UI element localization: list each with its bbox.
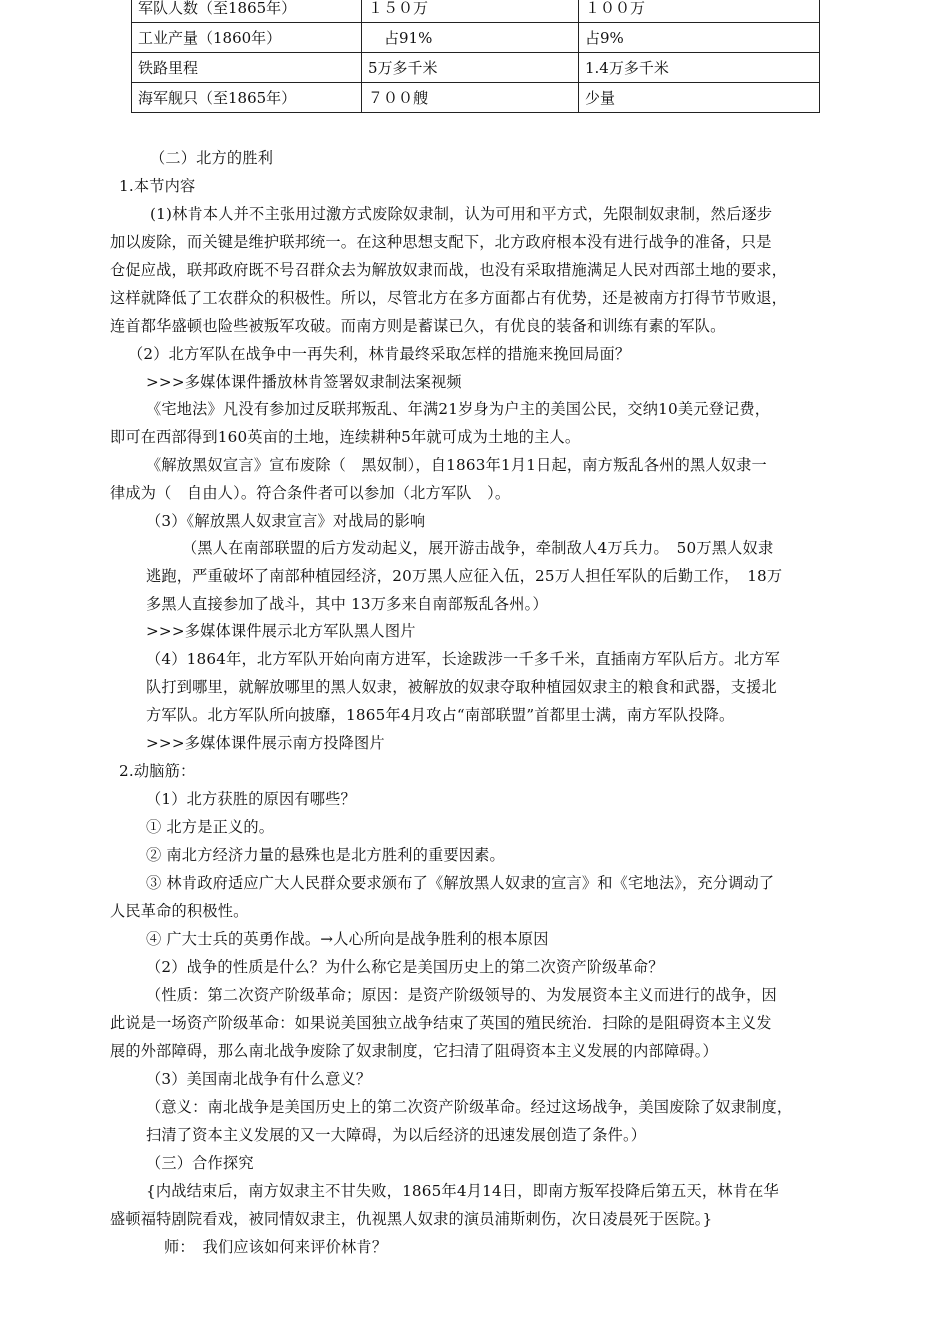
table-cell: 占9% <box>579 23 820 53</box>
section-heading: （三）合作探究 <box>146 1154 254 1172</box>
table-cell: 海军舰只（至1865年） <box>132 83 362 113</box>
comparison-table <box>131 0 820 113</box>
paragraph-line: 多黑人直接参加了战斗，其中 13万多来自南部叛乱各州。） <box>146 595 548 613</box>
paragraph-line: 仓促应战，联邦政府既不号召群众去为解放奴隶而战，也没有采取措施满足人民对西部土地的要求， <box>110 261 788 279</box>
paragraph-line: 连首都华盛顿也险些被叛军攻破。而南方则是蓄谋已久，有优良的装备和训练有素的军队。 <box>110 317 726 335</box>
paragraph-line: 人民革命的积极性。 <box>110 902 249 920</box>
paragraph-line: 盛顿福特剧院看戏，被同情奴隶主，仇视黑人奴隶的演员浦斯刺伤，次日凌晨死于医院。} <box>110 1210 713 1228</box>
paragraph-line: 这样就降低了工农群众的积极性。所以，尽管北方在多方面都占有优势，还是被南方打得节节败退， <box>110 289 788 307</box>
table-cell: 1.4万多千米 <box>579 53 820 83</box>
question-line: （2）北方军队在战争中一再失利，林肯最终采取怎样的措施来挽回局面？ <box>128 345 631 363</box>
subsection-heading: 1.本节内容 <box>119 177 196 195</box>
paragraph-line: 方军队。北方军队所向披靡，1865年4月攻占“南部联盟”首都里士满，南方军队投降。 <box>146 706 735 724</box>
table-cell: 少量 <box>579 83 820 113</box>
paragraph-line: 逃跑，严重破坏了南部种植园经济，20万黑人应征入伍，25万人担任军队的后勤工作， 18万 <box>146 567 783 585</box>
question-line: （3）美国南北战争有什么意义？ <box>146 1070 372 1088</box>
paragraph-line: 《宅地法》凡没有参加过反联邦叛乱、年满21岁身为户主的美国公民，交纳10美元登记费， <box>146 400 771 418</box>
dialogue-line: 师： 我们应该如何来评价林肯？ <box>164 1238 388 1256</box>
table-cell: １５０万 <box>362 0 579 23</box>
paragraph-line: （4）1864年，北方军队开始向南方进军，长途跋涉一千多千米，直插南方军队后方。北方军 <box>146 650 781 668</box>
paragraph-line: （性质：第二次资产阶级革命；原因：是资产阶级领导的、为发展资本主义而进行的战争，因 <box>146 986 777 1004</box>
paragraph-line: (1)林肯本人并不主张用过激方式废除奴隶制，认为可用和平方式，先限制奴隶制，然后逐步 <box>150 205 773 223</box>
question-line: （2）战争的性质是什么？为什么称它是美国历史上的第二次资产阶级革命？ <box>146 958 664 976</box>
paragraph-line: 此说是一场资产阶级革命：如果说美国独立战争结束了英国的殖民统治．扫除的是阻碍资本主义发 <box>110 1014 772 1032</box>
subsection-heading: 2.动脑筋： <box>119 762 196 780</box>
table-cell: 5万多千米 <box>362 53 579 83</box>
table-cell: 军队人数（至1865年） <box>132 0 362 23</box>
table-cell: 占91% <box>362 23 579 53</box>
paragraph-line: 展的外部障碍，那么南北战争废除了奴隶制度，它扫清了阻碍资本主义发展的内部障碍。） <box>110 1042 718 1060</box>
table-row <box>132 0 820 23</box>
question-line: （3）《解放黑人奴隶宣言》对战局的影响 <box>146 512 426 530</box>
paragraph-line: 《解放黑奴宣言》宣布废除（ 黑奴制），自1863年1月1日起，南方叛乱各州的黑人奴隶一 <box>146 456 767 474</box>
list-item: ④ 广大士兵的英勇作战。→人心所向是战争胜利的根本原因 <box>146 930 549 948</box>
multimedia-note: >>>多媒体课件播放林肯签署奴隶制法案视频 <box>146 373 462 391</box>
table-row <box>132 23 820 53</box>
table-cell: １００万 <box>579 0 820 23</box>
table-row <box>132 53 820 83</box>
paragraph-line: 队打到哪里，就解放哪里的黑人奴隶，被解放的奴隶夺取种植园奴隶主的粮食和武器，支援北 <box>146 678 777 696</box>
paragraph-line: 加以废除，而关键是维护联邦统一。在这种思想支配下，北方政府根本没有进行战争的准备，只是 <box>110 233 772 251</box>
question-line: （1）北方获胜的原因有哪些？ <box>146 790 356 808</box>
multimedia-note: >>>多媒体课件展示北方军队黑人图片 <box>146 622 416 640</box>
table-cell: 铁路里程 <box>132 53 362 83</box>
multimedia-note: >>>多媒体课件展示南方投降图片 <box>146 734 385 752</box>
table-cell: 工业产量（1860年） <box>132 23 362 53</box>
paragraph-line: 即可在西部得到160英亩的土地，连续耕种5年就可成为土地的主人。 <box>110 428 581 446</box>
paragraph-line: （意义：南北战争是美国历史上的第二次资产阶级革命。经过这场战争，美国废除了奴隶制度， <box>146 1098 793 1116</box>
list-item: ① 北方是正义的。 <box>146 818 275 836</box>
list-item: ② 南北方经济力量的悬殊也是北方胜利的重要因素。 <box>146 846 505 864</box>
paragraph-line: （黑人在南部联盟的后方发动起义，展开游击战争，牵制敌人4万兵力。 50万黑人奴隶 <box>182 539 774 557</box>
paragraph-line: 律成为（ 自由人）。符合条件者可以参加（北方军队 ）。 <box>110 484 511 502</box>
list-item: ③ 林肯政府适应广大人民群众要求颁布了《解放黑人奴隶的宣言》和《宅地法》，充分调动了 <box>146 874 775 892</box>
paragraph-line: 扫清了资本主义发展的又一大障碍，为以后经济的迅速发展创造了条件。） <box>146 1126 647 1144</box>
table-cell: ７００艘 <box>362 83 579 113</box>
table-row <box>132 83 820 113</box>
paragraph-line: {内战结束后，南方奴隶主不甘失败，1865年4月14日，即南方叛军投降后第五天，林肯在华 <box>146 1182 779 1200</box>
section-heading: （二）北方的胜利 <box>150 149 274 167</box>
